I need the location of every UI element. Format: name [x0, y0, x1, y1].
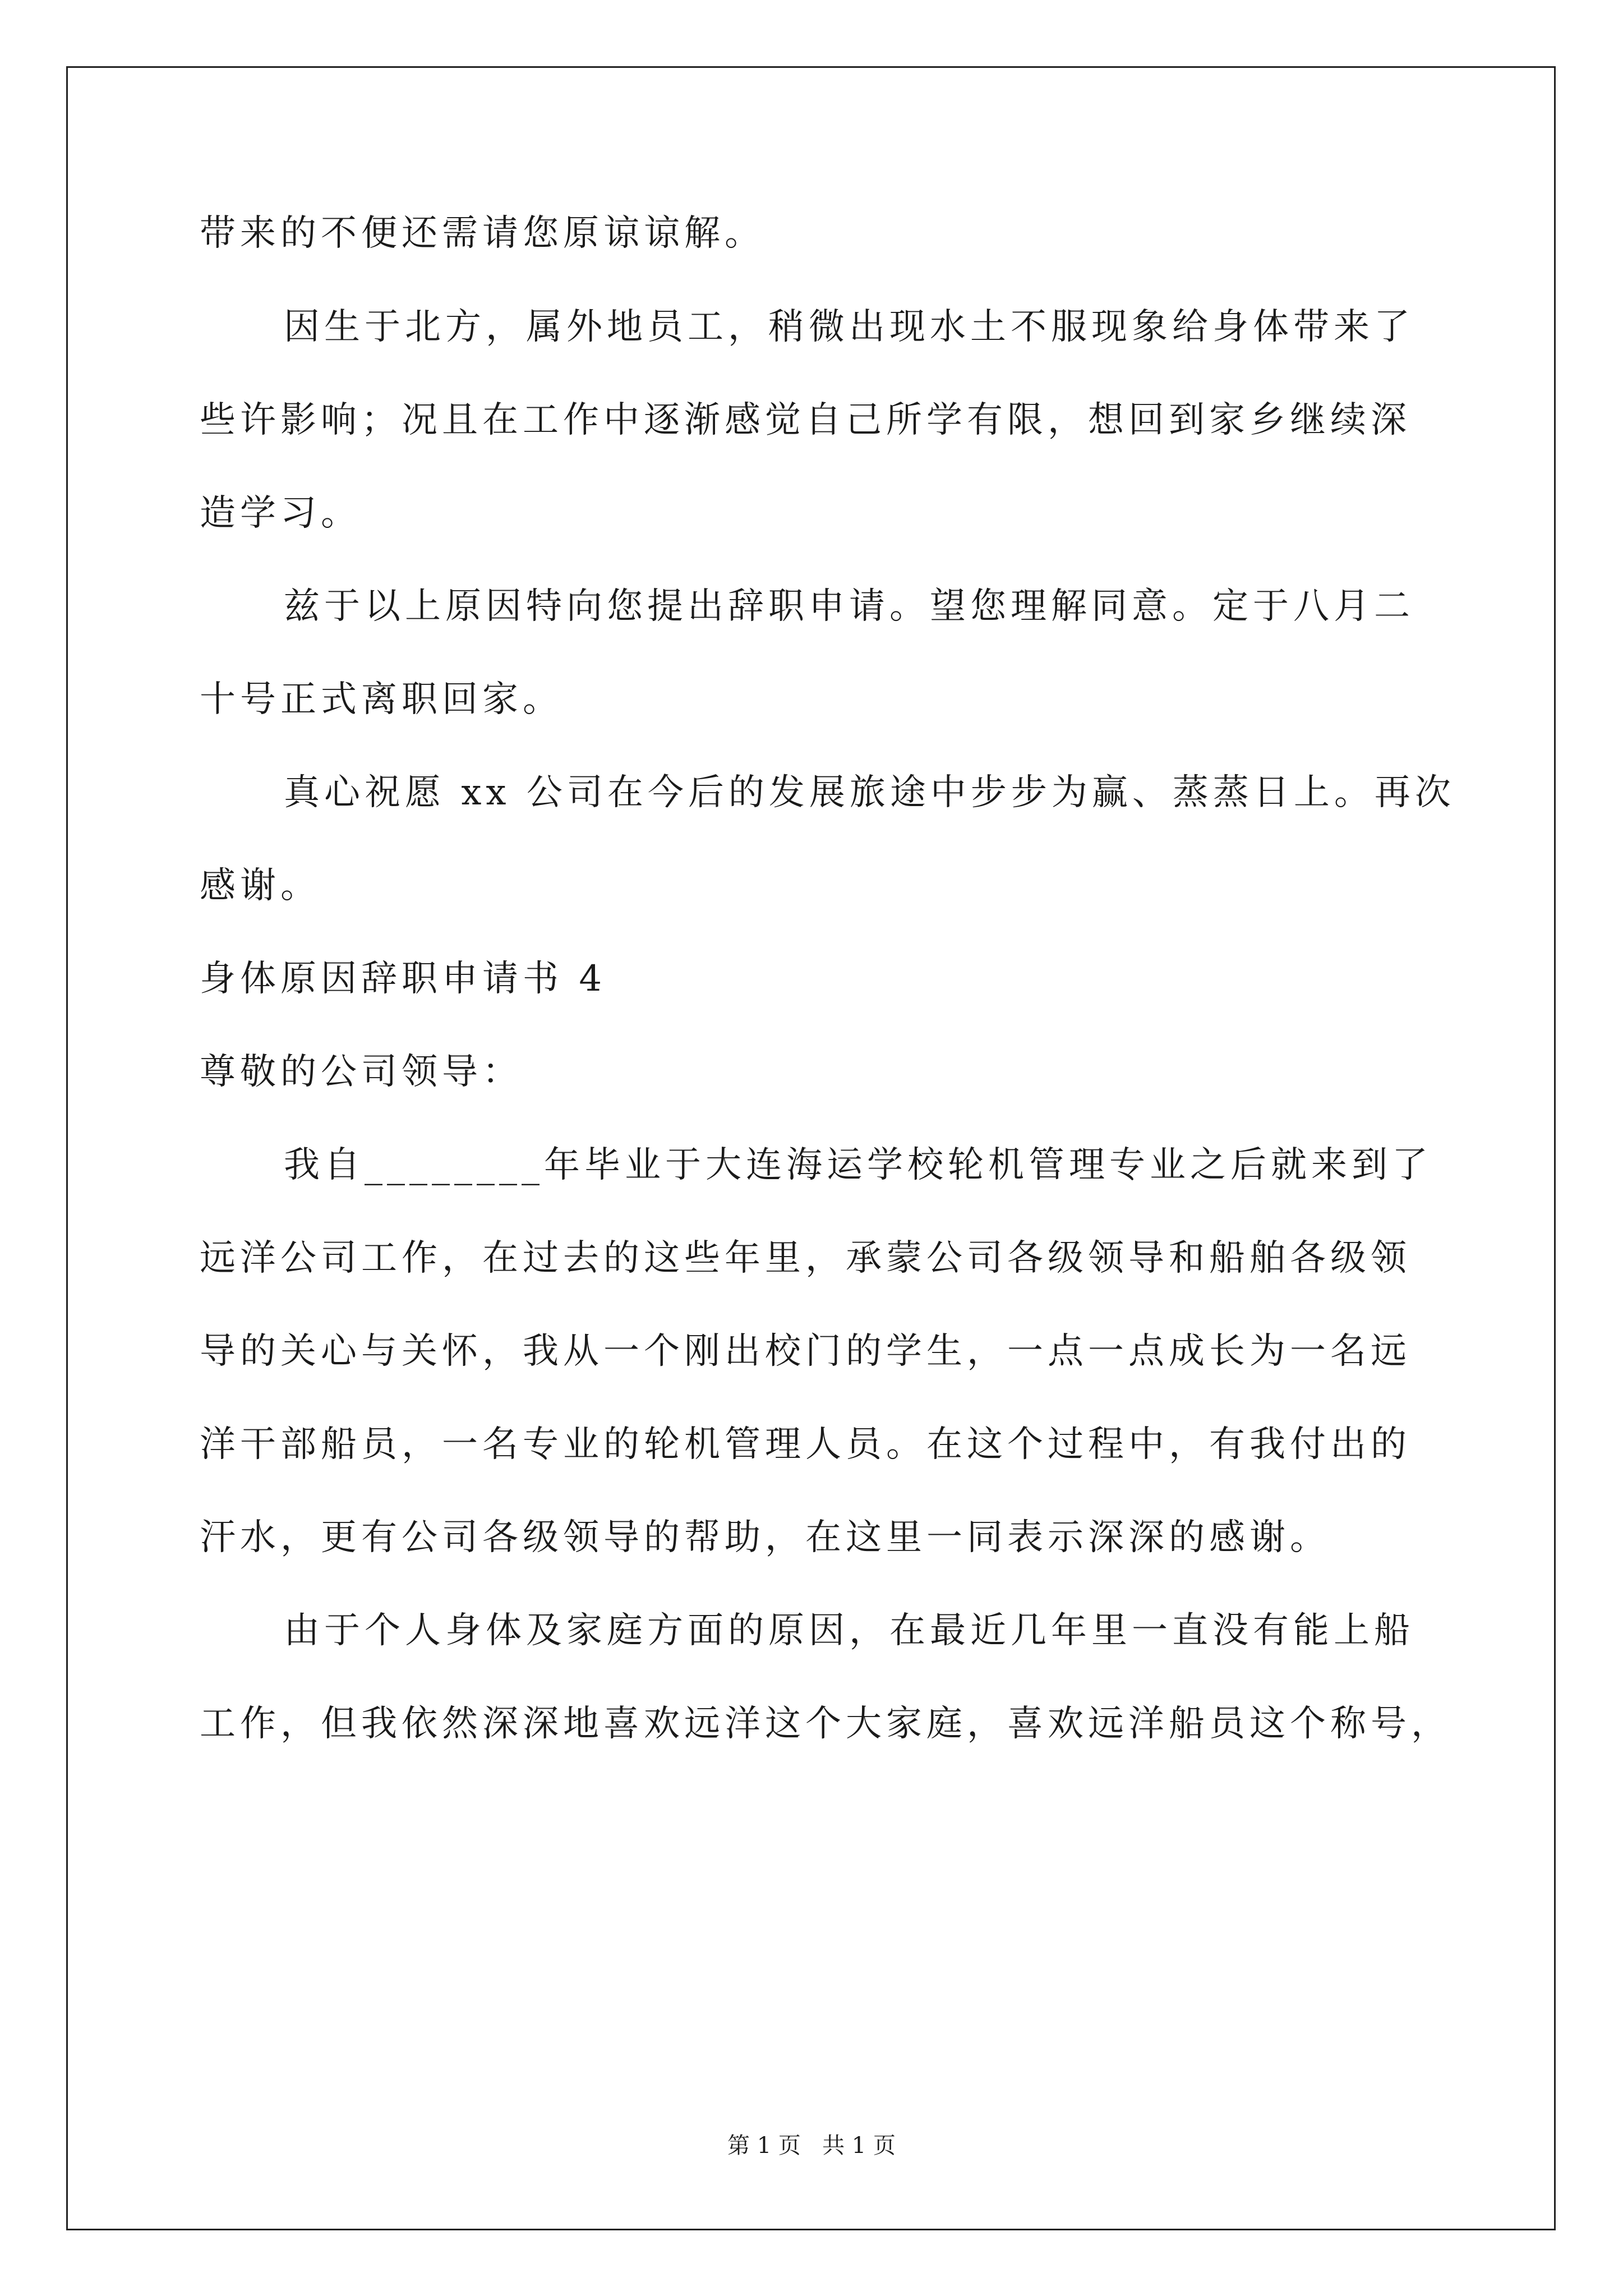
paragraph-line: 工作，但我依然深深地喜欢远洋这个大家庭，喜欢远洋船员这个称号， — [200, 1703, 1451, 1745]
section-heading: 身体原因辞职申请书 4 — [200, 958, 607, 1000]
paragraph-line: 十号正式离职回家。 — [200, 679, 563, 720]
paragraph-line: 造学习。 — [200, 493, 361, 534]
paragraph-line: 兹于以上原因特向您提出辞职申请。望您理解同意。定于八月二 — [284, 586, 1414, 627]
paragraph-line: 导的关心与关怀，我从一个刚出校门的学生，一点一点成长为一名远 — [200, 1331, 1411, 1372]
page-footer: 第 1 页 共 1 页 — [727, 2133, 896, 2159]
paragraph-line: 因生于北方，属外地员工，稍微出现水土不服现象给身体带来了 — [284, 306, 1414, 348]
paragraph-line: 远洋公司工作，在过去的这些年里，承蒙公司各级领导和船舶各级领 — [200, 1237, 1411, 1279]
paragraph-line: 感谢。 — [200, 865, 321, 907]
paragraph-line: 洋干部船员，一名专业的轮机管理人员。在这个过程中，有我付出的 — [200, 1424, 1411, 1465]
paragraph-line: 些许影响；况且在工作中逐渐感觉自己所学有限，想回到家乡继续深 — [200, 399, 1411, 441]
salutation: 尊敬的公司领导： — [200, 1051, 523, 1093]
paragraph-line: 汗水，更有公司各级领导的帮助，在这里一同表示深深的感谢。 — [200, 1517, 1330, 1558]
paragraph-line: 由于个人身体及家庭方面的原因，在最近几年里一直没有能上船 — [284, 1610, 1414, 1651]
paragraph-line: 我自________年毕业于大连海运学校轮机管理专业之后就来到了 — [284, 1144, 1432, 1186]
paragraph-line: 带来的不便还需请您原谅谅解。 — [200, 213, 765, 254]
paragraph-line: 真心祝愿 xx 公司在今后的发展旅途中步步为赢、蒸蒸日上。再次 — [284, 772, 1455, 813]
